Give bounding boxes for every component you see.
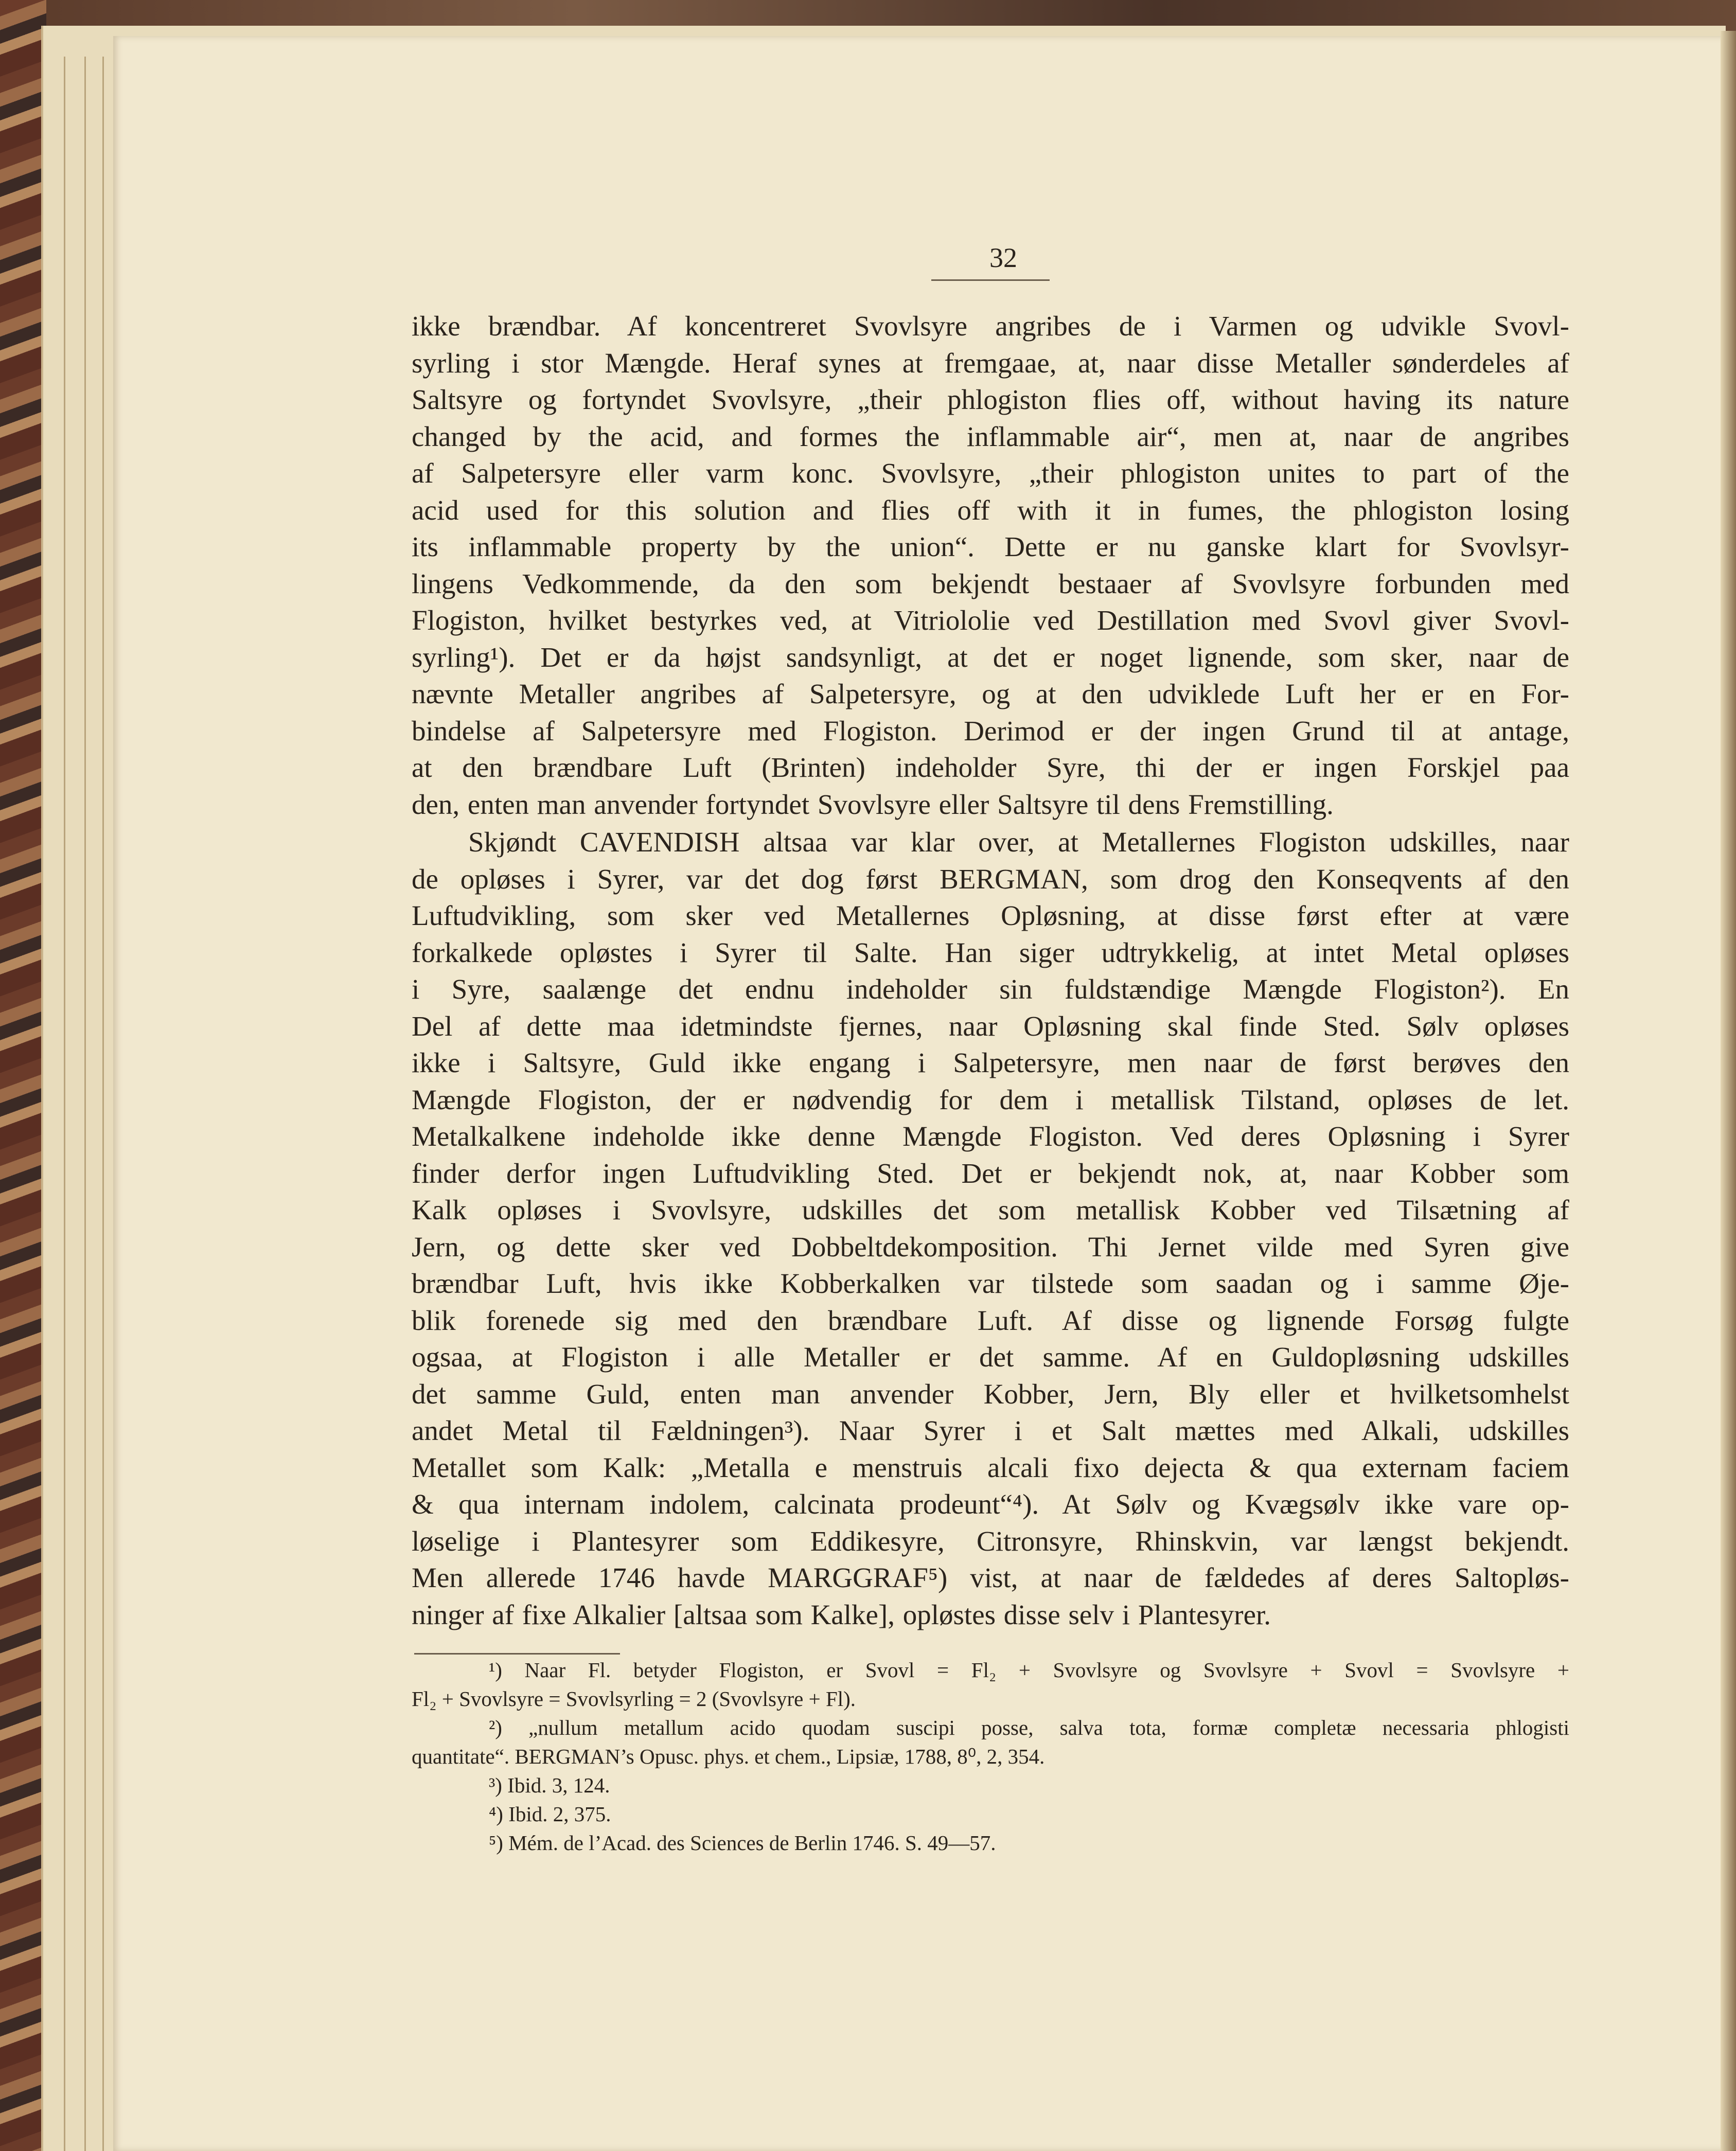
page-number-rule bbox=[931, 279, 1050, 281]
text-line: & qua internam indolem, calcinata prodeunt“⁴). At Sølv og Kvægsølv ikke vare op- bbox=[412, 1488, 1569, 1520]
text-line: ikke brændbar. Af koncentreret Svovlsyre angribes de i Varmen og udvikle Svovl- bbox=[412, 310, 1569, 342]
text-line: ogsaa, at Flogiston i alle Metaller er det samme. Af en Guldopløsning udskilles bbox=[412, 1341, 1569, 1373]
body-text bbox=[412, 308, 1569, 1633]
footnote-line: ³) Ibid. 3, 124. bbox=[489, 1773, 610, 1797]
text-line: Jern, og dette sker ved Dobbeltdekomposition. Thi Jernet vilde med Syren give bbox=[412, 1231, 1569, 1263]
page-edge bbox=[84, 57, 86, 2151]
text-line: syrling i stor Mængde. Heraf synes at fremgaae, at, naar disse Metaller sønderdeles af bbox=[412, 347, 1569, 379]
text-line: Del af dette maa idetmindste fjernes, naar Opløsning skal finde Sted. Sølv opløses bbox=[412, 1010, 1569, 1042]
page-edge bbox=[102, 57, 104, 2151]
text-line: ikke i Saltsyre, Guld ikke engang i Salpetersyre, men naar de først berøves den bbox=[412, 1047, 1569, 1078]
text-line: bindelse af Salpetersyre med Flogiston. Derimod er der ingen Grund til at antage, bbox=[412, 715, 1569, 746]
footnotes bbox=[412, 1656, 1569, 1857]
page-right-edge bbox=[1721, 31, 1736, 2151]
text-line: af Salpetersyre eller varm konc. Svovlsyre, „their phlogiston unites to part of the bbox=[412, 457, 1569, 489]
text-line: Mængde Flogiston, der er nødvendig for dem i metallisk Tilstand, opløses de let. bbox=[412, 1083, 1569, 1115]
text-line: brændbar Luft, hvis ikke Kobberkalken var tilstede som saadan og i samme Øje- bbox=[412, 1268, 1569, 1299]
text-line: Luftudvikling, som sker ved Metallernes Opløsning, at disse først efter at være bbox=[412, 900, 1569, 931]
paragraph bbox=[412, 824, 1569, 1633]
footnote-divider bbox=[414, 1653, 620, 1655]
text-line: Metallet som Kalk: „Metalla e menstruis alcali fixo dejecta & qua externam faciem bbox=[412, 1451, 1569, 1483]
text-line: nævnte Metaller angribes af Salpetersyre, og at den udviklede Luft her er en For- bbox=[412, 678, 1569, 709]
text-line: syrling¹). Det er da højst sandsynligt, at det er noget lignende, som sker, naar de bbox=[412, 641, 1569, 673]
text-line: det samme Guld, enten man anvender Kobber, Jern, Bly eller et hvilketsomhelst bbox=[412, 1378, 1569, 1410]
page-edge bbox=[64, 57, 65, 2151]
paragraph bbox=[412, 308, 1569, 823]
text-line: andet Metal til Fældningen³). Naar Syrer i et Salt mættes med Alkali, udskilles bbox=[412, 1415, 1569, 1446]
footnote-line: ²) „nullum metallum acido quodam suscipi posse, salva tota, formæ completæ necessaria phlogisti bbox=[489, 1716, 1569, 1739]
text-line: Flogiston, hvilket bestyrkes ved, at Vitriololie ved Destillation med Svovl giver Svovl- bbox=[412, 605, 1569, 636]
text-line: its inflammable property by the union“. Dette er nu ganske klart for Svovlsyr- bbox=[412, 531, 1569, 562]
footnote-line: Fl₂ + Svovlsyre = Svovlsyrling = 2 (Svovlsyre + Fl). bbox=[412, 1687, 856, 1711]
text-line: de opløses i Syrer, var det dog først BERGMAN, som drog den Konseqvents af den bbox=[412, 863, 1569, 895]
text-line: i Syre, saalænge det endnu indeholder sin fuldstændige Mængde Flogiston²). En bbox=[412, 973, 1569, 1005]
text-line: den, enten man anvender fortyndet Svovlsyre eller Saltsyre til dens Fremstilling. bbox=[412, 788, 1334, 820]
text-line: at den brændbare Luft (Brinten) indeholder Syre, thi der er ingen Forskjel paa bbox=[412, 752, 1569, 783]
marbled-book-edge bbox=[0, 0, 46, 2151]
text-line: Men allerede 1746 havde MARGGRAF⁵) vist, at naar de fældedes af deres Saltopløs- bbox=[412, 1562, 1569, 1593]
text-line: Kalk opløses i Svovlsyre, udskilles det som metallisk Kobber ved Tilsætning af bbox=[412, 1194, 1569, 1225]
text-line: changed by the acid, and formes the inflammable air“, men at, naar de angribes bbox=[412, 420, 1569, 452]
text-line: ninger af fixe Alkalier [altsaa som Kalke], opløstes disse selv i Plantesyrer. bbox=[412, 1598, 1271, 1630]
text-line: Skjøndt CAVENDISH altsaa var klar over, at Metallernes Flogiston udskilles, naar bbox=[468, 826, 1569, 858]
text-line: Saltsyre og fortyndet Svovlsyre, „their phlogiston flies off, without having its nature bbox=[412, 384, 1569, 415]
page-number: 32 bbox=[989, 242, 1017, 273]
footnote-line: quantitate“. BERGMAN’s Opusc. phys. et chem., Lipsiæ, 1788, 8⁰, 2, 354. bbox=[412, 1745, 1045, 1768]
text-line: løselige i Plantesyrer som Eddikesyre, Citronsyre, Rhinskvin, var længst bekjendt. bbox=[412, 1525, 1569, 1557]
text-line: forkalkede opløstes i Syrer til Salte. Han siger udtrykkelig, at intet Metal opløses bbox=[412, 936, 1569, 968]
text-line: blik forenede sig med den brændbare Luft. Af disse og lignende Forsøg fulgte bbox=[412, 1304, 1569, 1336]
text-line: lingens Vedkommende, da den som bekjendt bestaaer af Svovlsyre forbunden med bbox=[412, 567, 1569, 599]
footnote-line: ¹) Naar Fl. betyder Flogiston, er Svovl = Fl₂ + Svovlsyre og Svovlsyre + Svovl = Svovlsyre + bbox=[489, 1658, 1569, 1682]
footnote-line: ⁵) Mém. de l’Acad. des Sciences de Berlin 1746. S. 49—57. bbox=[489, 1831, 996, 1855]
text-line: finder derfor ingen Luftudvikling Sted. Det er bekjendt nok, at, naar Kobber som bbox=[412, 1157, 1569, 1189]
text-line: acid used for this solution and flies off with it in fumes, the phlogiston losing bbox=[412, 494, 1569, 526]
footnote-line: ⁴) Ibid. 2, 375. bbox=[489, 1802, 611, 1826]
text-line: Metalkalkene indeholde ikke denne Mængde Flogiston. Ved deres Opløsning i Syrer bbox=[412, 1121, 1569, 1152]
